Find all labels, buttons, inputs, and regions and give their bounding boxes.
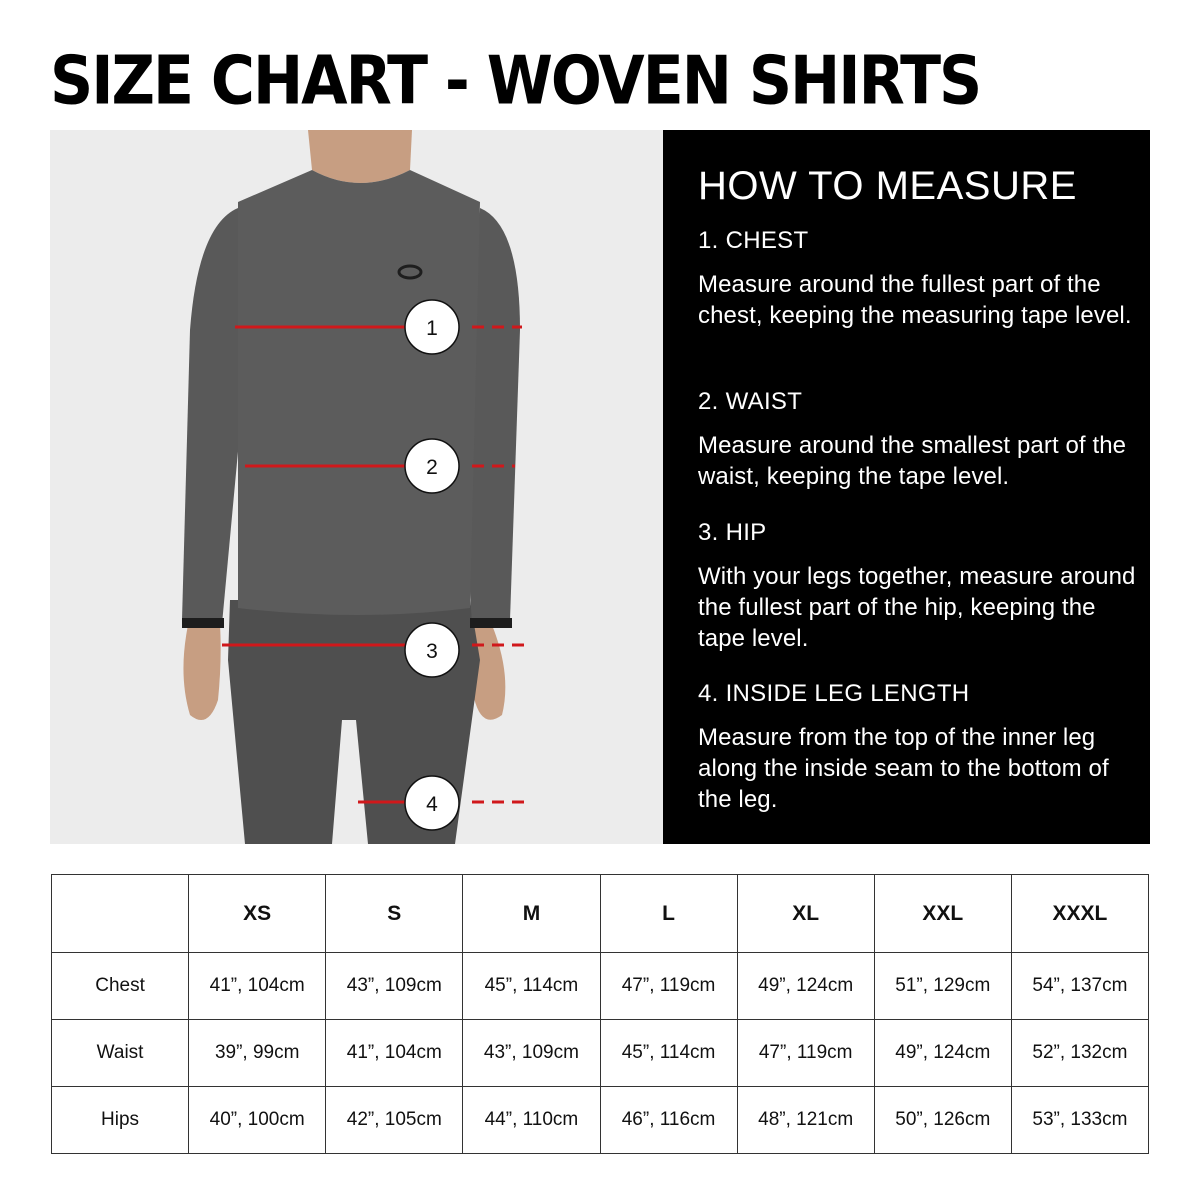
table-cell: 47”, 119cm — [737, 1020, 874, 1087]
table-cell: 45”, 114cm — [463, 953, 600, 1020]
how-to-measure-heading: HOW TO MEASURE — [698, 164, 1077, 208]
table-cell: 44”, 110cm — [463, 1087, 600, 1154]
size-table — [51, 874, 1149, 1154]
step-text: Measure around the smallest part of the waist, keeping the tape level. — [698, 432, 1127, 490]
step-text: Measure from the top of the inner leg along the inside seam to the bottom of the leg. — [698, 724, 1109, 813]
row-label: Hips — [52, 1087, 189, 1154]
table-cell: 42”, 105cm — [326, 1087, 463, 1154]
step-text: Measure around the fullest part of the chest, keeping the measuring tape level. — [698, 271, 1132, 329]
table-cell: 43”, 109cm — [326, 953, 463, 1020]
row-label: Waist — [52, 1020, 189, 1087]
step-title: 2. WAIST — [698, 388, 803, 415]
table-row-hips — [52, 1087, 1149, 1154]
table-cell: 48”, 121cm — [737, 1087, 874, 1154]
how-to-measure-panel — [663, 130, 1150, 844]
table-cell: 50”, 126cm — [874, 1087, 1011, 1154]
marker-3 — [405, 623, 459, 677]
step-inside-leg — [698, 680, 1138, 815]
marker-1 — [405, 300, 459, 354]
size-header: XL — [737, 875, 874, 953]
model-illustration — [50, 130, 663, 844]
size-header: XXXL — [1011, 875, 1148, 953]
size-header: XS — [189, 875, 326, 953]
table-cell: 54”, 137cm — [1011, 953, 1148, 1020]
right-cuff — [470, 618, 512, 628]
shirt-torso — [238, 170, 480, 615]
step-chest — [698, 227, 1138, 331]
size-header: XXL — [874, 875, 1011, 953]
table-row-chest — [52, 953, 1149, 1020]
corner-cell — [52, 875, 189, 953]
table-cell: 46”, 116cm — [600, 1087, 737, 1154]
left-hand — [183, 625, 220, 720]
marker-2 — [405, 439, 459, 493]
table-row-waist — [52, 1020, 1149, 1087]
marker-label: 3 — [426, 640, 438, 663]
table-cell: 47”, 119cm — [600, 953, 737, 1020]
left-cuff — [182, 618, 224, 628]
table-cell: 51”, 129cm — [874, 953, 1011, 1020]
table-cell: 45”, 114cm — [600, 1020, 737, 1087]
neck-skin — [308, 130, 412, 183]
size-header: S — [326, 875, 463, 953]
step-hip — [698, 519, 1138, 654]
marker-label: 4 — [426, 793, 438, 816]
table-cell: 39”, 99cm — [189, 1020, 326, 1087]
size-header: L — [600, 875, 737, 953]
marker-4 — [405, 776, 459, 830]
row-label: Chest — [52, 953, 189, 1020]
table-cell: 53”, 133cm — [1011, 1087, 1148, 1154]
model-photo — [50, 130, 663, 844]
step-text: With your legs together, measure around the fullest part of the hip, keeping the tape level. — [698, 563, 1136, 652]
table-cell: 43”, 109cm — [463, 1020, 600, 1087]
table-cell: 49”, 124cm — [874, 1020, 1011, 1087]
table-header-row — [52, 875, 1149, 953]
table-cell: 52”, 132cm — [1011, 1020, 1148, 1087]
step-title: 1. CHEST — [698, 227, 809, 254]
page-title: SIZE CHART - WOVEN SHIRTS — [50, 42, 981, 121]
table-cell: 49”, 124cm — [737, 953, 874, 1020]
marker-label: 2 — [426, 456, 438, 479]
step-title: 3. HIP — [698, 519, 767, 546]
table-cell: 40”, 100cm — [189, 1087, 326, 1154]
step-title: 4. INSIDE LEG LENGTH — [698, 680, 970, 707]
step-waist — [698, 388, 1138, 492]
marker-label: 1 — [426, 317, 438, 340]
table-cell: 41”, 104cm — [326, 1020, 463, 1087]
size-header: M — [463, 875, 600, 953]
table-cell: 41”, 104cm — [189, 953, 326, 1020]
